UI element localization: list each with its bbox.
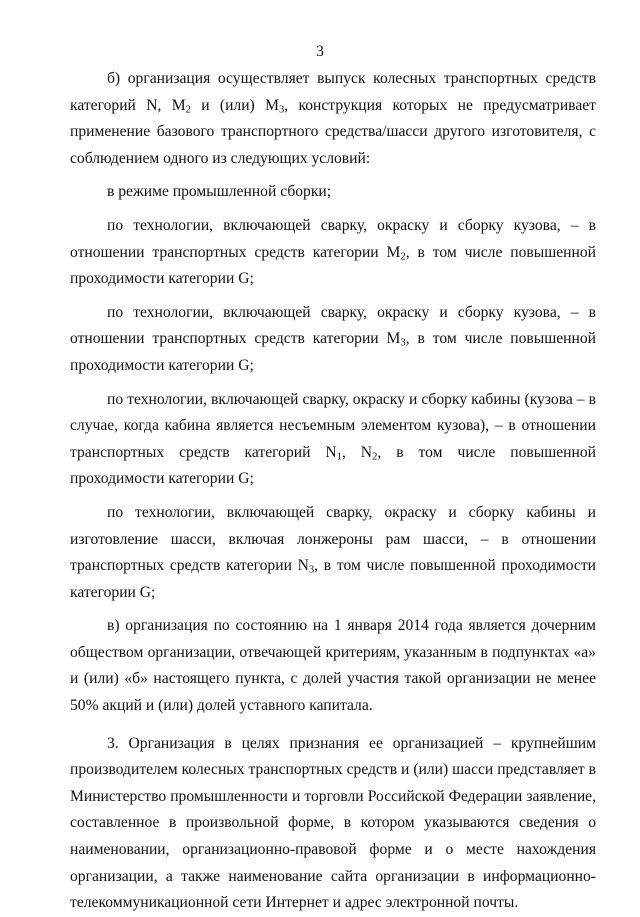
subscript: 2 bbox=[372, 451, 378, 463]
text-run: , в том числе повышенной проходимости категории G; bbox=[70, 243, 597, 288]
paragraph-n1-n2-technology bbox=[70, 387, 596, 493]
text-run: 3. Организация в целях признания ее организацией – крупнейшим производителем колесных транспортных средств и (или) шасси представляет в Министерство промышленности и торговли Российской Федерации заявление, составленное в произвольной форме, в котором указываются сведения о наименовании, организационно-правовой форме и о месте нахождения организации, а также наименование сайта организации в информационно-телекоммуникационной сети Интернет и адрес электронной почты. bbox=[70, 734, 596, 912]
text-run: , в том числе повышенной проходимости категории G; bbox=[70, 330, 597, 374]
text-run: , N bbox=[341, 443, 373, 461]
paragraph-m3-technology bbox=[70, 300, 596, 380]
subscript: 2 bbox=[400, 251, 406, 263]
text-run: по технологии, включающей сварку, окраску и сборку кузова, – в отношении транспортных средств категории M bbox=[70, 303, 596, 348]
text-run: , конструкция которых не предусматривает применение базового транспортного средства/шасси другого изготовителя, с соблюдением одного из следующих условий: bbox=[70, 96, 596, 167]
document-body bbox=[70, 66, 596, 917]
paragraph-m2-technology bbox=[70, 213, 596, 293]
paragraph-n3-technology bbox=[70, 500, 596, 606]
text-run: , в том числе повышенной проходимости категории G; bbox=[70, 443, 597, 488]
paragraph-3-application bbox=[70, 731, 596, 917]
subscript: 3 bbox=[308, 564, 315, 576]
page-number: 3 bbox=[316, 43, 324, 60]
subscript: 3 bbox=[278, 104, 285, 116]
subscript: 2 bbox=[185, 104, 191, 116]
text-run: по технологии, включающей сварку, окраску и сборку кабины (кузова – в случае, когда кабина является несъемным элементом кузова), – в отношении транспортных средств категорий N bbox=[70, 390, 596, 461]
paragraph-v-subsidiary bbox=[70, 613, 596, 719]
text-run: в) организация по состоянию на 1 января 2014 года является дочерним обществом организации, отвечающей критериям, указанным в подпунктах «а» и (или) «б» настоящего пункта, с долей участия такой организации не менее 50% акций и (или) долей уставного капитала. bbox=[70, 617, 596, 715]
paragraph-b-intro bbox=[70, 66, 596, 172]
text-run: в режиме промышленной сборки; bbox=[107, 183, 332, 201]
text-run: по технологии, включающей сварку, окраску и сборку кабины и изготовление шасси, включая лонжероны рам шасси, – в отношении транспортных средств категории N bbox=[70, 503, 596, 575]
text-run: , в том числе повышенной проходимости категории G; bbox=[70, 557, 596, 601]
text-run: б) организация осуществляет выпуск колесных транспортных средств категорий N, M bbox=[70, 70, 596, 114]
text-run: по технологии, включающей сварку, окраску и сборку кузова, – в отношении транспортных средств категории M bbox=[70, 216, 596, 261]
text-run: и (или) M bbox=[190, 96, 279, 114]
subscript: 3 bbox=[400, 337, 406, 349]
paragraph-industrial-assembly bbox=[70, 179, 596, 206]
subscript: 1 bbox=[336, 451, 342, 463]
